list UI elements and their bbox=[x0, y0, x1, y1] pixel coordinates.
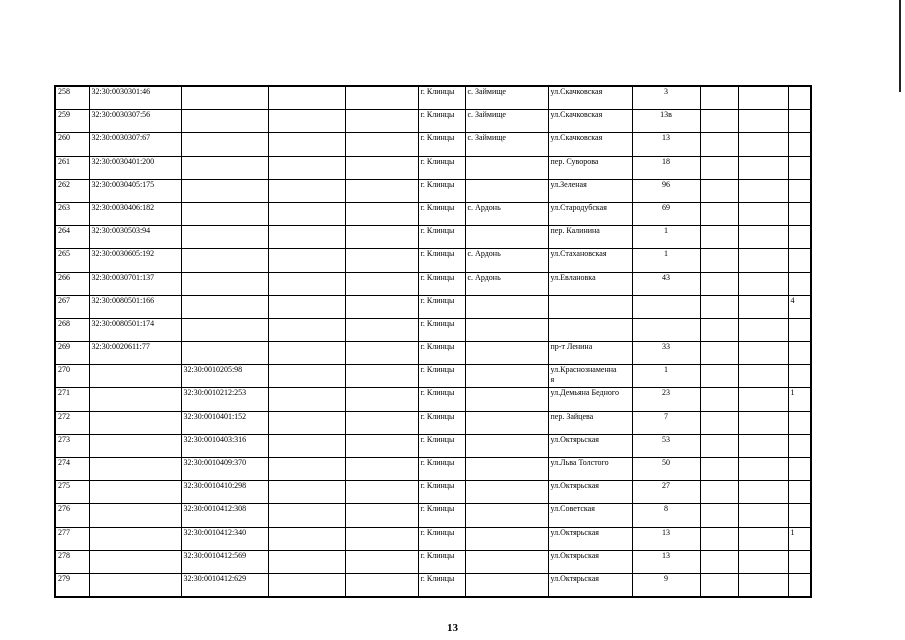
house-number-cell: 96 bbox=[632, 179, 700, 202]
locality-cell bbox=[465, 481, 548, 504]
city-cell: г. Клинцы bbox=[418, 202, 465, 225]
count-cell bbox=[788, 365, 811, 388]
empty-cell-col5 bbox=[345, 249, 418, 272]
house-number-cell: 1 bbox=[632, 226, 700, 249]
city-cell: г. Клинцы bbox=[418, 342, 465, 365]
empty-cell-col4 bbox=[268, 318, 345, 341]
empty-cell-col5 bbox=[345, 504, 418, 527]
empty-cell-col10 bbox=[700, 226, 738, 249]
house-number-cell: 13в bbox=[632, 110, 700, 133]
locality-cell bbox=[465, 388, 548, 411]
street-cell bbox=[548, 318, 632, 341]
locality-cell bbox=[465, 504, 548, 527]
locality-cell bbox=[465, 411, 548, 434]
table-row bbox=[55, 342, 811, 365]
empty-cell-col11 bbox=[738, 86, 788, 110]
empty-cell-col10 bbox=[700, 179, 738, 202]
cadastral-number-alt-cell bbox=[181, 202, 268, 225]
cadastral-number-cell bbox=[89, 434, 181, 457]
empty-cell-col4 bbox=[268, 481, 345, 504]
house-number-cell: 13 bbox=[632, 550, 700, 573]
locality-cell bbox=[465, 573, 548, 597]
table-row bbox=[55, 411, 811, 434]
street-cell: ул.Октярьская bbox=[548, 573, 632, 597]
empty-cell-col4 bbox=[268, 202, 345, 225]
row-number-cell: 259 bbox=[55, 110, 89, 133]
count-cell bbox=[788, 110, 811, 133]
empty-cell-col11 bbox=[738, 156, 788, 179]
empty-cell-col11 bbox=[738, 342, 788, 365]
count-cell bbox=[788, 458, 811, 481]
cadastral-number-alt-cell bbox=[181, 249, 268, 272]
cadastral-number-alt-cell: 32:30:0010410:298 bbox=[181, 481, 268, 504]
row-number-cell: 272 bbox=[55, 411, 89, 434]
cadastral-number-cell: 32:30:0080501:174 bbox=[89, 318, 181, 341]
empty-cell-col11 bbox=[738, 550, 788, 573]
empty-cell-col4 bbox=[268, 573, 345, 597]
city-cell: г. Клинцы bbox=[418, 272, 465, 295]
city-cell: г. Клинцы bbox=[418, 179, 465, 202]
cadastral-number-alt-cell: 32:30:0010401:152 bbox=[181, 411, 268, 434]
house-number-cell bbox=[632, 318, 700, 341]
empty-cell-col4 bbox=[268, 295, 345, 318]
city-cell: г. Клинцы bbox=[418, 226, 465, 249]
row-number-cell: 258 bbox=[55, 86, 89, 110]
street-cell: ул.Стародубская bbox=[548, 202, 632, 225]
empty-cell-col11 bbox=[738, 202, 788, 225]
cadastral-number-alt-cell bbox=[181, 318, 268, 341]
count-cell: 4 bbox=[788, 295, 811, 318]
table-row bbox=[55, 434, 811, 457]
empty-cell-col5 bbox=[345, 110, 418, 133]
street-cell: пер. Зайцева bbox=[548, 411, 632, 434]
street-cell: ул.Октярьская bbox=[548, 550, 632, 573]
empty-cell-col5 bbox=[345, 179, 418, 202]
house-number-cell: 43 bbox=[632, 272, 700, 295]
cadastral-number-alt-cell bbox=[181, 110, 268, 133]
house-number-cell: 1 bbox=[632, 249, 700, 272]
locality-cell bbox=[465, 434, 548, 457]
street-cell: ул.Скачковская bbox=[548, 86, 632, 110]
cadastral-number-alt-cell: 32:30:0010412:340 bbox=[181, 527, 268, 550]
empty-cell-col11 bbox=[738, 249, 788, 272]
empty-cell-col4 bbox=[268, 226, 345, 249]
street-cell: пр-т Ленина bbox=[548, 342, 632, 365]
house-number-cell bbox=[632, 295, 700, 318]
row-number-cell: 270 bbox=[55, 365, 89, 388]
house-number-cell: 7 bbox=[632, 411, 700, 434]
empty-cell-col4 bbox=[268, 156, 345, 179]
count-cell bbox=[788, 133, 811, 156]
house-number-cell: 8 bbox=[632, 504, 700, 527]
row-number-cell: 261 bbox=[55, 156, 89, 179]
empty-cell-col11 bbox=[738, 226, 788, 249]
table-row bbox=[55, 365, 811, 388]
empty-cell-col5 bbox=[345, 156, 418, 179]
empty-cell-col10 bbox=[700, 573, 738, 597]
locality-cell bbox=[465, 156, 548, 179]
cadastral-number-alt-cell bbox=[181, 179, 268, 202]
empty-cell-col5 bbox=[345, 86, 418, 110]
cadastral-number-cell bbox=[89, 458, 181, 481]
empty-cell-col11 bbox=[738, 573, 788, 597]
city-cell: г. Клинцы bbox=[418, 110, 465, 133]
city-cell: г. Клинцы bbox=[418, 458, 465, 481]
empty-cell-col10 bbox=[700, 86, 738, 110]
count-cell bbox=[788, 272, 811, 295]
locality-cell bbox=[465, 318, 548, 341]
locality-cell bbox=[465, 365, 548, 388]
empty-cell-col5 bbox=[345, 272, 418, 295]
locality-cell bbox=[465, 179, 548, 202]
table-row bbox=[55, 388, 811, 411]
row-number-cell: 268 bbox=[55, 318, 89, 341]
cadastral-number-cell: 32:30:0030605:192 bbox=[89, 249, 181, 272]
house-number-cell: 50 bbox=[632, 458, 700, 481]
city-cell: г. Клинцы bbox=[418, 86, 465, 110]
table-row bbox=[55, 295, 811, 318]
table-row bbox=[55, 110, 811, 133]
table-body bbox=[55, 86, 811, 597]
cadastral-number-alt-cell bbox=[181, 133, 268, 156]
empty-cell-col5 bbox=[345, 458, 418, 481]
house-number-cell: 13 bbox=[632, 527, 700, 550]
empty-cell-col11 bbox=[738, 388, 788, 411]
street-cell: ул.Октярьская bbox=[548, 434, 632, 457]
locality-cell bbox=[465, 550, 548, 573]
street-cell: ул.Зеленая bbox=[548, 179, 632, 202]
table-row bbox=[55, 86, 811, 110]
row-number-cell: 266 bbox=[55, 272, 89, 295]
empty-cell-col4 bbox=[268, 434, 345, 457]
row-number-cell: 262 bbox=[55, 179, 89, 202]
cadastral-number-cell: 32:30:0030401:200 bbox=[89, 156, 181, 179]
city-cell: г. Клинцы bbox=[418, 481, 465, 504]
empty-cell-col11 bbox=[738, 411, 788, 434]
table-row bbox=[55, 458, 811, 481]
cadastral-number-alt-cell bbox=[181, 272, 268, 295]
row-number-cell: 264 bbox=[55, 226, 89, 249]
row-number-cell: 274 bbox=[55, 458, 89, 481]
count-cell bbox=[788, 411, 811, 434]
cadastral-number-alt-cell bbox=[181, 156, 268, 179]
row-number-cell: 275 bbox=[55, 481, 89, 504]
street-cell bbox=[548, 295, 632, 318]
city-cell: г. Клинцы bbox=[418, 133, 465, 156]
house-number-cell: 53 bbox=[632, 434, 700, 457]
city-cell: г. Клинцы bbox=[418, 550, 465, 573]
city-cell: г. Клинцы bbox=[418, 388, 465, 411]
empty-cell-col10 bbox=[700, 133, 738, 156]
cadastral-number-cell: 32:30:0030406:182 bbox=[89, 202, 181, 225]
house-number-cell: 33 bbox=[632, 342, 700, 365]
cadastral-number-alt-cell bbox=[181, 295, 268, 318]
empty-cell-col10 bbox=[700, 156, 738, 179]
locality-cell bbox=[465, 226, 548, 249]
cadastral-number-cell: 32:30:0080501:166 bbox=[89, 295, 181, 318]
locality-cell bbox=[465, 527, 548, 550]
empty-cell-col4 bbox=[268, 458, 345, 481]
row-number-cell: 276 bbox=[55, 504, 89, 527]
street-cell: ул.Евлановка bbox=[548, 272, 632, 295]
street-cell: ул.Советская bbox=[548, 504, 632, 527]
street-text-continued: я bbox=[550, 375, 555, 385]
street-cell bbox=[548, 365, 632, 388]
house-number-cell: 18 bbox=[632, 156, 700, 179]
count-cell bbox=[788, 481, 811, 504]
page-number: 13 bbox=[447, 622, 458, 634]
cadastral-number-cell: 32:30:0030307:56 bbox=[89, 110, 181, 133]
empty-cell-col5 bbox=[345, 318, 418, 341]
empty-cell-col4 bbox=[268, 249, 345, 272]
street-text: ул.Краснознаменна bbox=[550, 365, 617, 375]
row-number-cell: 269 bbox=[55, 342, 89, 365]
registry-table bbox=[54, 85, 812, 598]
city-cell: г. Клинцы bbox=[418, 411, 465, 434]
count-cell bbox=[788, 156, 811, 179]
empty-cell-col5 bbox=[345, 527, 418, 550]
empty-cell-col4 bbox=[268, 388, 345, 411]
locality-cell: с. Ардонь bbox=[465, 202, 548, 225]
row-number-cell: 267 bbox=[55, 295, 89, 318]
table-row bbox=[55, 550, 811, 573]
registry-table-container bbox=[54, 85, 810, 598]
count-cell bbox=[788, 434, 811, 457]
table-row bbox=[55, 202, 811, 225]
empty-cell-col5 bbox=[345, 133, 418, 156]
empty-cell-col10 bbox=[700, 342, 738, 365]
house-number-cell: 27 bbox=[632, 481, 700, 504]
count-cell bbox=[788, 573, 811, 597]
empty-cell-col4 bbox=[268, 550, 345, 573]
empty-cell-col10 bbox=[700, 388, 738, 411]
house-number-cell: 9 bbox=[632, 573, 700, 597]
cadastral-number-cell: 32:30:0030301:46 bbox=[89, 86, 181, 110]
locality-cell bbox=[465, 458, 548, 481]
empty-cell-col4 bbox=[268, 411, 345, 434]
cadastral-number-cell: 32:30:0020611:77 bbox=[89, 342, 181, 365]
row-number-cell: 277 bbox=[55, 527, 89, 550]
house-number-cell: 69 bbox=[632, 202, 700, 225]
count-cell bbox=[788, 550, 811, 573]
cadastral-number-alt-cell: 32:30:0010412:629 bbox=[181, 573, 268, 597]
row-number-cell: 263 bbox=[55, 202, 89, 225]
street-cell: ул.Льва Толстого bbox=[548, 458, 632, 481]
page-edge-line bbox=[899, 0, 901, 92]
count-cell bbox=[788, 504, 811, 527]
empty-cell-col5 bbox=[345, 226, 418, 249]
table-row bbox=[55, 249, 811, 272]
house-number-cell: 1 bbox=[632, 365, 700, 388]
city-cell: г. Клинцы bbox=[418, 318, 465, 341]
empty-cell-col11 bbox=[738, 295, 788, 318]
street-cell: ул.Скачковская bbox=[548, 110, 632, 133]
table-row bbox=[55, 156, 811, 179]
house-number-cell: 23 bbox=[632, 388, 700, 411]
city-cell: г. Клинцы bbox=[418, 504, 465, 527]
locality-cell bbox=[465, 342, 548, 365]
count-cell bbox=[788, 249, 811, 272]
locality-cell: с. Ардонь bbox=[465, 272, 548, 295]
table-row bbox=[55, 179, 811, 202]
cadastral-number-cell: 32:30:0030307:67 bbox=[89, 133, 181, 156]
empty-cell-col5 bbox=[345, 411, 418, 434]
locality-cell bbox=[465, 295, 548, 318]
empty-cell-col10 bbox=[700, 249, 738, 272]
locality-cell: с. Займище bbox=[465, 133, 548, 156]
empty-cell-col10 bbox=[700, 318, 738, 341]
cadastral-number-alt-cell: 32:30:0010403:316 bbox=[181, 434, 268, 457]
empty-cell-col11 bbox=[738, 133, 788, 156]
cadastral-number-alt-cell bbox=[181, 86, 268, 110]
cadastral-number-cell: 32:30:0030405:175 bbox=[89, 179, 181, 202]
cadastral-number-cell bbox=[89, 388, 181, 411]
cadastral-number-cell bbox=[89, 481, 181, 504]
city-cell: г. Клинцы bbox=[418, 156, 465, 179]
city-cell: г. Клинцы bbox=[418, 249, 465, 272]
empty-cell-col10 bbox=[700, 434, 738, 457]
table-row bbox=[55, 481, 811, 504]
empty-cell-col11 bbox=[738, 481, 788, 504]
house-number-cell: 3 bbox=[632, 86, 700, 110]
cadastral-number-cell: 32:30:0030701:137 bbox=[89, 272, 181, 295]
empty-cell-col10 bbox=[700, 202, 738, 225]
table-row bbox=[55, 527, 811, 550]
street-cell: ул.Демьяна Бедного bbox=[548, 388, 632, 411]
cadastral-number-alt-cell: 32:30:0010212:253 bbox=[181, 388, 268, 411]
empty-cell-col5 bbox=[345, 365, 418, 388]
empty-cell-col4 bbox=[268, 342, 345, 365]
street-cell: пер. Калинина bbox=[548, 226, 632, 249]
row-number-cell: 271 bbox=[55, 388, 89, 411]
empty-cell-col10 bbox=[700, 550, 738, 573]
empty-cell-col10 bbox=[700, 527, 738, 550]
row-number-cell: 260 bbox=[55, 133, 89, 156]
table-row bbox=[55, 504, 811, 527]
cadastral-number-alt-cell: 32:30:0010412:308 bbox=[181, 504, 268, 527]
empty-cell-col11 bbox=[738, 504, 788, 527]
count-cell bbox=[788, 226, 811, 249]
city-cell: г. Клинцы bbox=[418, 527, 465, 550]
empty-cell-col11 bbox=[738, 318, 788, 341]
cadastral-number-cell: 32:30:0030503:94 bbox=[89, 226, 181, 249]
empty-cell-col5 bbox=[345, 388, 418, 411]
city-cell: г. Клинцы bbox=[418, 295, 465, 318]
empty-cell-col11 bbox=[738, 527, 788, 550]
empty-cell-col11 bbox=[738, 272, 788, 295]
count-cell bbox=[788, 342, 811, 365]
cadastral-number-alt-cell bbox=[181, 342, 268, 365]
cadastral-number-alt-cell: 32:30:0010412:569 bbox=[181, 550, 268, 573]
empty-cell-col10 bbox=[700, 295, 738, 318]
empty-cell-col11 bbox=[738, 179, 788, 202]
empty-cell-col5 bbox=[345, 573, 418, 597]
street-cell: ул.Стахановская bbox=[548, 249, 632, 272]
count-cell bbox=[788, 202, 811, 225]
empty-cell-col5 bbox=[345, 550, 418, 573]
house-number-cell: 13 bbox=[632, 133, 700, 156]
empty-cell-col10 bbox=[700, 365, 738, 388]
cadastral-number-cell bbox=[89, 527, 181, 550]
count-cell: 1 bbox=[788, 527, 811, 550]
street-cell: ул.Скачковская bbox=[548, 133, 632, 156]
empty-cell-col5 bbox=[345, 481, 418, 504]
empty-cell-col10 bbox=[700, 411, 738, 434]
cadastral-number-cell bbox=[89, 504, 181, 527]
count-cell bbox=[788, 179, 811, 202]
street-cell: ул.Октярьская bbox=[548, 527, 632, 550]
empty-cell-col11 bbox=[738, 110, 788, 133]
cadastral-number-alt-cell bbox=[181, 226, 268, 249]
empty-cell-col10 bbox=[700, 504, 738, 527]
empty-cell-col4 bbox=[268, 110, 345, 133]
empty-cell-col4 bbox=[268, 133, 345, 156]
empty-cell-col4 bbox=[268, 86, 345, 110]
empty-cell-col11 bbox=[738, 458, 788, 481]
empty-cell-col5 bbox=[345, 295, 418, 318]
locality-cell: с. Займище bbox=[465, 110, 548, 133]
empty-cell-col4 bbox=[268, 179, 345, 202]
empty-cell-col11 bbox=[738, 434, 788, 457]
count-cell bbox=[788, 86, 811, 110]
cadastral-number-cell bbox=[89, 573, 181, 597]
row-number-cell: 273 bbox=[55, 434, 89, 457]
empty-cell-col10 bbox=[700, 110, 738, 133]
empty-cell-col4 bbox=[268, 527, 345, 550]
cadastral-number-cell bbox=[89, 550, 181, 573]
count-cell: 1 bbox=[788, 388, 811, 411]
cadastral-number-cell bbox=[89, 365, 181, 388]
empty-cell-col10 bbox=[700, 272, 738, 295]
table-row bbox=[55, 272, 811, 295]
city-cell: г. Клинцы bbox=[418, 434, 465, 457]
locality-cell: с. Займище bbox=[465, 86, 548, 110]
cadastral-number-alt-cell: 32:30:0010409:370 bbox=[181, 458, 268, 481]
row-number-cell: 265 bbox=[55, 249, 89, 272]
empty-cell-col5 bbox=[345, 342, 418, 365]
row-number-cell: 278 bbox=[55, 550, 89, 573]
cadastral-number-alt-cell: 32:30:0010205:98 bbox=[181, 365, 268, 388]
table-row bbox=[55, 573, 811, 597]
empty-cell-col10 bbox=[700, 481, 738, 504]
empty-cell-col11 bbox=[738, 365, 788, 388]
count-cell bbox=[788, 318, 811, 341]
table-row bbox=[55, 226, 811, 249]
empty-cell-col4 bbox=[268, 272, 345, 295]
empty-cell-col10 bbox=[700, 458, 738, 481]
street-cell: пер. Суворова bbox=[548, 156, 632, 179]
empty-cell-col4 bbox=[268, 504, 345, 527]
table-row bbox=[55, 133, 811, 156]
empty-cell-col4 bbox=[268, 365, 345, 388]
locality-cell: с. Ардонь bbox=[465, 249, 548, 272]
city-cell: г. Клинцы bbox=[418, 365, 465, 388]
city-cell: г. Клинцы bbox=[418, 573, 465, 597]
empty-cell-col5 bbox=[345, 202, 418, 225]
cadastral-number-cell bbox=[89, 411, 181, 434]
empty-cell-col5 bbox=[345, 434, 418, 457]
table-row bbox=[55, 318, 811, 341]
street-cell: ул.Октярьская bbox=[548, 481, 632, 504]
row-number-cell: 279 bbox=[55, 573, 89, 597]
